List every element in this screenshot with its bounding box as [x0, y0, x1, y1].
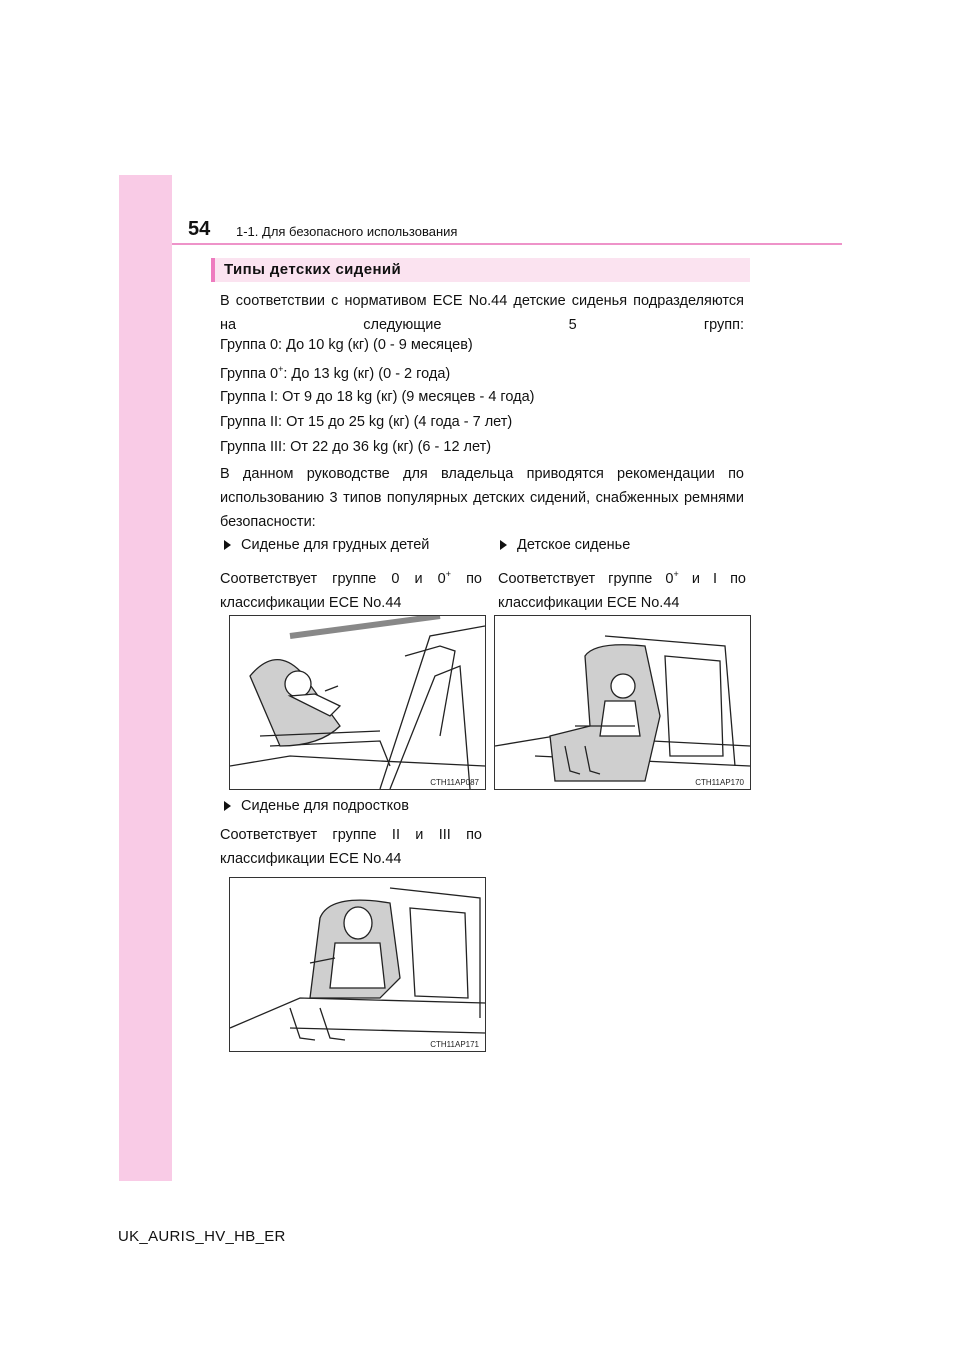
child-seat-desc-line2: классификации ECE No.44	[498, 594, 680, 611]
junior-seat-heading-text: Сиденье для подростков	[241, 798, 409, 814]
group-0plus-sup: +	[278, 364, 284, 374]
header-divider	[172, 243, 842, 245]
bullet-arrow-icon	[224, 801, 231, 811]
manual-note-paragraph: В данном руководстве для владельца приводятся рекомендации по использованию 3 типов популярных детских сидений, снабженных ремнями безопасности:	[220, 466, 744, 530]
group-0plus-line	[220, 364, 450, 382]
bullet-arrow-icon	[500, 540, 507, 550]
junior-desc-a: Соответствует группе II и III по	[220, 827, 482, 843]
child-seat-heading-text: Детское сиденье	[517, 537, 631, 553]
junior-seat-illustration	[229, 877, 486, 1052]
child-seat-desc-line1	[498, 562, 746, 591]
infant-seat-desc-line2: классификации ECE No.44	[220, 594, 402, 611]
bullet-arrow-icon	[224, 540, 231, 550]
child-seat-drawing	[495, 616, 750, 789]
junior-seat-desc-line2: классификации ECE No.44	[220, 851, 402, 867]
child-desc-sup: +	[673, 569, 679, 579]
infant-figure-code: CTH11AP087	[430, 778, 479, 787]
child-figure-code: CTH11AP170	[695, 778, 744, 787]
infant-desc-b: по	[451, 570, 482, 587]
junior-seat-drawing	[230, 878, 485, 1051]
child-seat-description	[498, 562, 746, 615]
infant-seat-illustration	[229, 615, 486, 790]
group-2-line: Группа II: От 15 до 25 kg (кг) (4 года - 7 лет)	[220, 414, 513, 430]
infant-seat-description	[220, 562, 482, 615]
infant-seat-heading	[224, 537, 429, 553]
infant-desc-sup: +	[445, 569, 452, 579]
child-desc-b: и I по	[678, 570, 746, 587]
child-seat-illustration	[494, 615, 751, 790]
section-breadcrumb: 1-1. Для безопасного использования	[236, 224, 458, 239]
group-3-line: Группа III: От 22 до 36 kg (кг) (6 - 12 лет)	[220, 439, 492, 455]
intro-paragraph: В соответствии с нормативом ECE No.44 детские сиденья подразделяются на следующие 5 групп:	[220, 293, 744, 333]
junior-figure-code: CTH11AP171	[430, 1040, 479, 1049]
infant-seat-drawing	[230, 616, 485, 789]
child-seat-heading	[500, 537, 630, 553]
group-0plus-suffix: : До 13 kg (кг) (0 - 2 года)	[283, 365, 451, 382]
infant-desc-a: Соответствует группе 0 и 0	[220, 570, 446, 587]
junior-seat-description	[220, 823, 482, 871]
infant-seat-desc-line1	[220, 562, 482, 591]
page-number: 54	[188, 218, 211, 240]
group-1-line: Группа I: От 9 до 18 kg (кг) (9 месяцев - 4 года)	[220, 389, 535, 405]
infant-seat-heading-text: Сиденье для грудных детей	[241, 537, 430, 553]
section-title: Типы детских сидений	[224, 261, 402, 278]
junior-seat-desc-line1	[220, 823, 482, 847]
document-footer-code: UK_AURIS_HV_HB_ER	[118, 1228, 286, 1245]
child-desc-a: Соответствует группе 0	[498, 570, 674, 587]
group-0plus-prefix: Группа 0	[220, 365, 279, 382]
side-tab-band	[119, 175, 172, 1181]
section-title-bar	[211, 258, 750, 282]
junior-seat-heading	[224, 798, 409, 814]
group-0-line: Группа 0: До 10 kg (кг) (0 - 9 месяцев)	[220, 337, 473, 353]
